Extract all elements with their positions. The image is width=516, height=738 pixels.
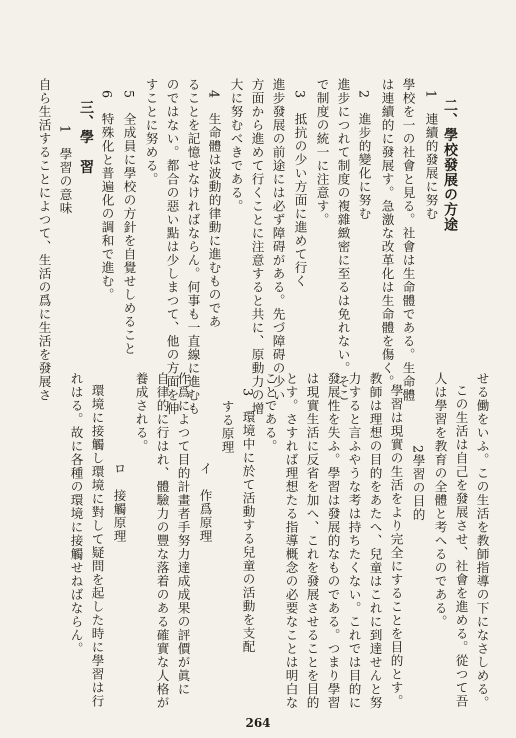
text-line: 學校を一の社會と見る。社會は生命體である。生命體 <box>400 78 416 402</box>
text-line: すことに努める。 <box>143 78 159 186</box>
subheading-contact-principle: ロ 接觸原理 <box>111 462 127 543</box>
text-line: 學習は現實の生活をより完全にすることを目的とす。 <box>388 384 404 708</box>
text-line: この生活は自己を發展させ、社會を進める。從つて吾 <box>453 384 469 708</box>
text-line: 教師は理想の目的をあたへ、兒童はこれに到達せんと努 <box>367 372 383 710</box>
page-number: 264 <box>245 716 271 730</box>
text-line: ことである。 <box>262 372 278 453</box>
subheading-less-resistance: 3 抵抗の少い方面に進めて行く <box>292 90 308 288</box>
subheading-wave-rhythm: 4 生命體は波動的律動に進むものであ <box>206 90 222 329</box>
text-line: は現實生活に反省を加へ、これを發展させることを目的 <box>304 372 320 710</box>
text-line: 環境に接觸し環境に對して疑問を起した時に學習は行 <box>89 384 105 708</box>
text-line: せる働をいふ。この生活を教師指導の下になさしめる。 <box>474 372 490 710</box>
text-line: 方面から進めて行くことに注意すると共に、原動力の增 <box>249 78 265 416</box>
text-line: のではない。都合の惡い點は少しまつて、他の方面を伸 <box>164 78 180 416</box>
subheading-purpose-of-learning: 2學習の目的 <box>410 445 426 522</box>
text-line: とす。さすれば理想たる指導概念の必要なことは明白な <box>283 372 299 710</box>
text-line: 進步發展の前途には必ず障碍がある。先づ障碍の少い <box>270 78 286 402</box>
section-heading-school-development: 二、學校發展の方途 <box>442 98 458 233</box>
text-line: 力すると言ふやうな考は持ちたくない。これでは目的に <box>346 372 362 710</box>
text-line: 養成される。 <box>133 372 149 453</box>
text-line: 發展性を失ふ。學習は發展的なものである。つまり學習 <box>325 372 341 710</box>
subheading-action-principle: イ 作爲原理 <box>197 462 213 543</box>
section-heading-learning: 三、學 習 <box>78 100 94 175</box>
subheading-specialization: 6 特殊化と普遍化の調和で進む。 <box>99 90 115 302</box>
subheading-continuous-development: 1 連續的發展に努む <box>423 90 439 221</box>
text-line: ることを記憶せなければならん。何事も一直線に進むも <box>185 78 201 416</box>
text-line: で制度の統一に注意す。 <box>314 78 330 227</box>
subheading-member-awareness: 5 全成員に學校の方針を自覺せしめること <box>121 90 137 356</box>
text-line: 大に努むべきである。 <box>228 78 244 213</box>
text-line: は連續的に發展す。急激な改革化は生命體を傷く。 <box>379 78 395 389</box>
subheading-governing-principles: 3 環境中に於て活動する兒童の活動を支配 <box>240 388 256 654</box>
text-line: 自律的に行はれ、體驗力の豐な落着のある確實な人格が <box>154 372 170 710</box>
subheading-meaning-of-learning: 1 學習の意味 <box>57 125 73 215</box>
text-line: 作爲によつて目的計畫者手努力達成成果の評價が眞に <box>175 372 191 696</box>
text-line: 自ら生活することによつて、生活の爲に生活を發展さ <box>36 78 52 402</box>
text-line: 人は學習を教育の全體と考へるのである。 <box>432 372 448 629</box>
text-line: する原理 <box>219 400 235 454</box>
text-line: れはる。故に各種の環境に接觸せねばならん。 <box>68 372 84 656</box>
text-line: 進步につれて制度の複雜緻密に至るは免れない。そこ <box>335 78 351 402</box>
subheading-progressive-change: 2 進步的變化に努む <box>356 90 372 221</box>
